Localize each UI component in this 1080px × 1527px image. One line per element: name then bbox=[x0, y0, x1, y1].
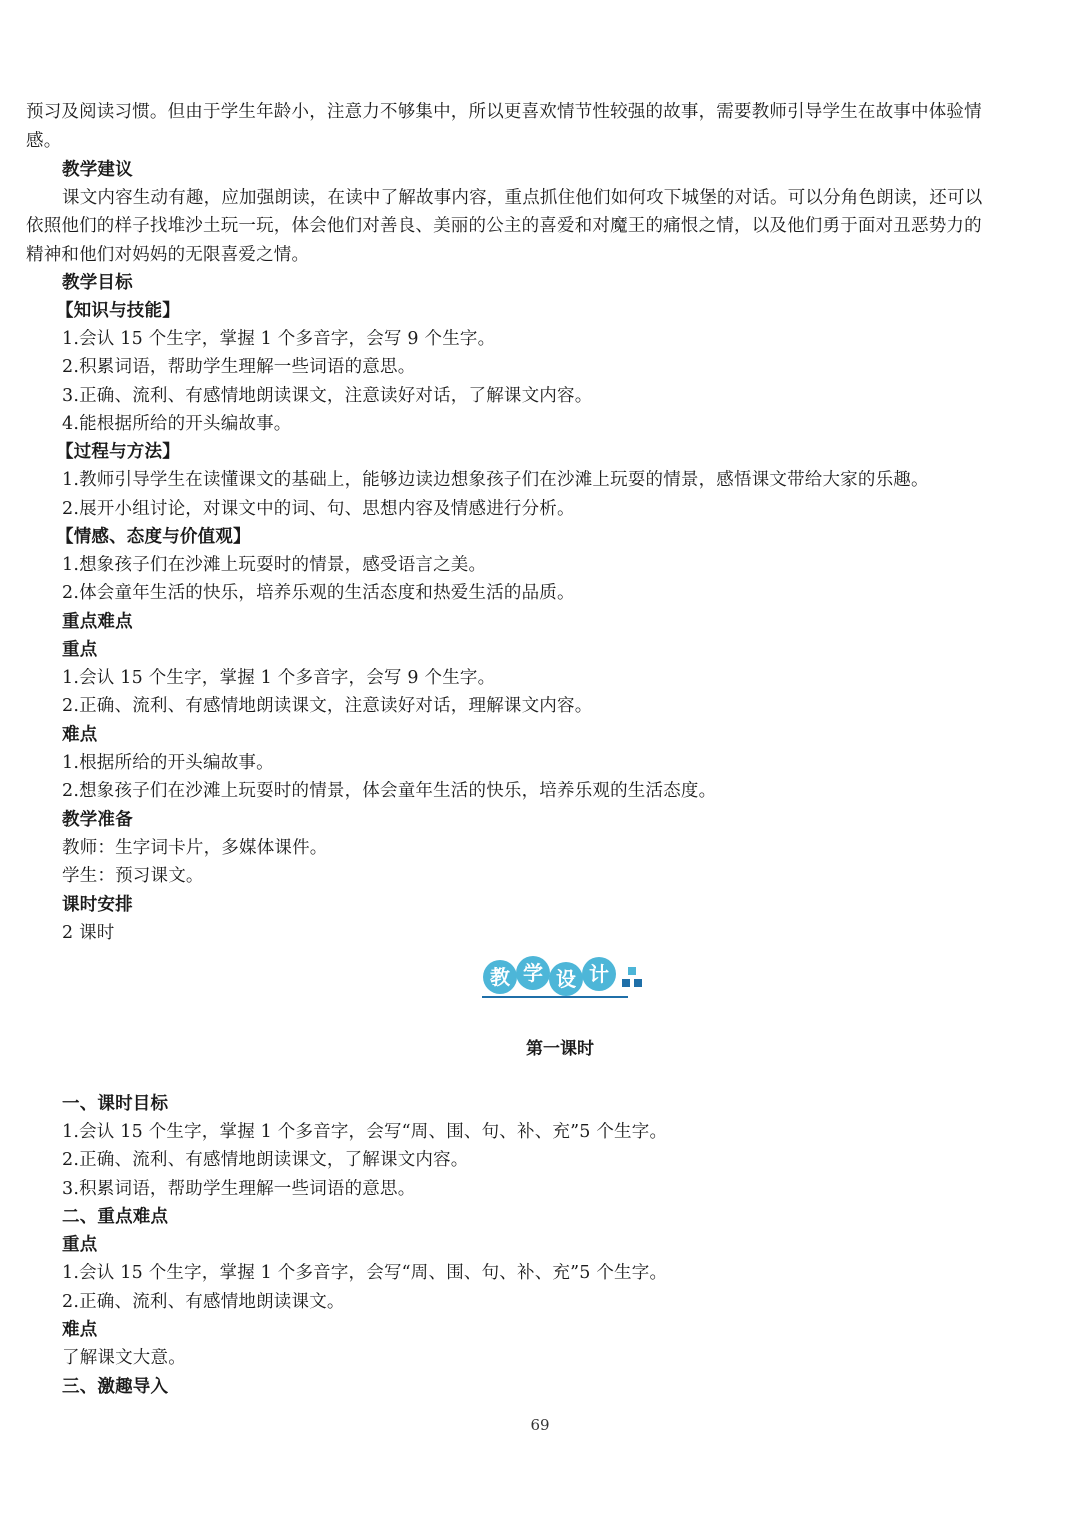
knowledge-item: 2.积累词语，帮助学生理解一些词语的意思。 bbox=[62, 357, 416, 377]
preparation-student: 学生：预习课文。 bbox=[62, 866, 204, 886]
subheading-emotion: 【情感、态度与价值观】 bbox=[56, 527, 251, 547]
process-item: 2.展开小组讨论，对课文中的词、句、思想内容及情感进行分析。 bbox=[62, 499, 575, 519]
subheading-process: 【过程与方法】 bbox=[56, 442, 180, 462]
knowledge-item: 1.会认 15 个生字，掌握 1 个多音字，会写 9 个生字。 bbox=[62, 329, 496, 349]
emotion-item: 2.体会童年生活的快乐，培养乐观的生活态度和热爱生活的品质。 bbox=[62, 583, 575, 603]
subheading-difficult: 难点 bbox=[62, 725, 98, 745]
logo-char: 教 bbox=[490, 965, 510, 989]
page-number: 69 bbox=[530, 1416, 550, 1434]
section-heading-schedule: 课时安排 bbox=[62, 895, 133, 915]
key-item: 2.正确、流利、有感情地朗读课文，注意读好对话，理解课文内容。 bbox=[62, 696, 593, 716]
lesson-goal-item: 2.正确、流利、有感情地朗读课文，了解课文内容。 bbox=[62, 1150, 469, 1170]
section-heading-goals: 教学目标 bbox=[62, 273, 133, 293]
design-logo bbox=[478, 955, 648, 1001]
emotion-item: 1.想象孩子们在沙滩上玩耍时的情景，感受语言之美。 bbox=[62, 555, 487, 575]
logo-char: 设 bbox=[556, 967, 576, 991]
suggestion-line-1: 课文内容生动有趣，应加强朗读，在读中了解故事内容，重点抓住他们如何攻下城堡的对话。可以分角色朗读，还可以 bbox=[62, 188, 983, 208]
knowledge-item: 4.能根据所给的开头编故事。 bbox=[62, 414, 292, 434]
logo-char: 学 bbox=[523, 961, 543, 985]
lesson-intro-heading: 三、激趣导入 bbox=[62, 1377, 169, 1397]
suggestion-line-2: 依照他们的样子找堆沙土玩一玩，体会他们对善良、美丽的公主的喜爱和对魔王的痛恨之情，以及他们勇于面对丑恶势力的 bbox=[26, 216, 982, 236]
intro-line-1: 预习及阅读习惯。但由于学生年龄小，注意力不够集中，所以更喜欢情节性较强的故事，需要教师引导学生在故事中体验情 bbox=[26, 102, 982, 122]
logo-square bbox=[634, 979, 642, 987]
lesson-key-heading: 重点 bbox=[62, 1235, 98, 1255]
preparation-teacher: 教师：生字词卡片，多媒体课件。 bbox=[62, 838, 328, 858]
lesson-key-item: 2.正确、流利、有感情地朗读课文。 bbox=[62, 1292, 345, 1312]
section-heading-preparation: 教学准备 bbox=[62, 810, 133, 830]
lesson-difficult-item: 了解课文大意。 bbox=[62, 1348, 186, 1368]
lesson-goal-heading: 一、课时目标 bbox=[62, 1094, 169, 1114]
lesson-goal-item: 1.会认 15 个生字，掌握 1 个多音字，会写“周、围、句、补、充”5 个生字。 bbox=[62, 1122, 668, 1142]
logo-square bbox=[628, 967, 636, 975]
subheading-key: 重点 bbox=[62, 640, 98, 660]
section-heading-keypoints: 重点难点 bbox=[62, 612, 133, 632]
knowledge-item: 3.正确、流利、有感情地朗读课文，注意读好对话，了解课文内容。 bbox=[62, 386, 593, 406]
key-item: 1.会认 15 个生字，掌握 1 个多音字，会写 9 个生字。 bbox=[62, 668, 496, 688]
suggestion-line-3: 精神和他们对妈妈的无限喜爱之情。 bbox=[26, 245, 310, 265]
difficult-item: 2.想象孩子们在沙滩上玩耍时的情景，体会童年生活的快乐，培养乐观的生活态度。 bbox=[62, 781, 717, 801]
lesson-key-item: 1.会认 15 个生字，掌握 1 个多音字，会写“周、围、句、补、充”5 个生字。 bbox=[62, 1263, 668, 1283]
process-item: 1.教师引导学生在读懂课文的基础上，能够边读边想象孩子们在沙滩上玩耍的情景，感悟课文带给大家的乐趣。 bbox=[62, 470, 929, 490]
lesson-goal-item: 3.积累词语，帮助学生理解一些词语的意思。 bbox=[62, 1179, 416, 1199]
lesson-kp-heading: 二、重点难点 bbox=[62, 1207, 169, 1227]
schedule-value: 2 课时 bbox=[62, 923, 115, 943]
difficult-item: 1.根据所给的开头编故事。 bbox=[62, 753, 274, 773]
logo-square bbox=[622, 979, 630, 987]
subheading-knowledge: 【知识与技能】 bbox=[56, 301, 180, 321]
section-heading-suggestion: 教学建议 bbox=[62, 160, 133, 180]
intro-line-2: 感。 bbox=[26, 131, 62, 151]
logo-char: 计 bbox=[589, 962, 609, 986]
lesson-difficult-heading: 难点 bbox=[62, 1320, 98, 1340]
lesson-title: 第一课时 bbox=[526, 1039, 594, 1059]
